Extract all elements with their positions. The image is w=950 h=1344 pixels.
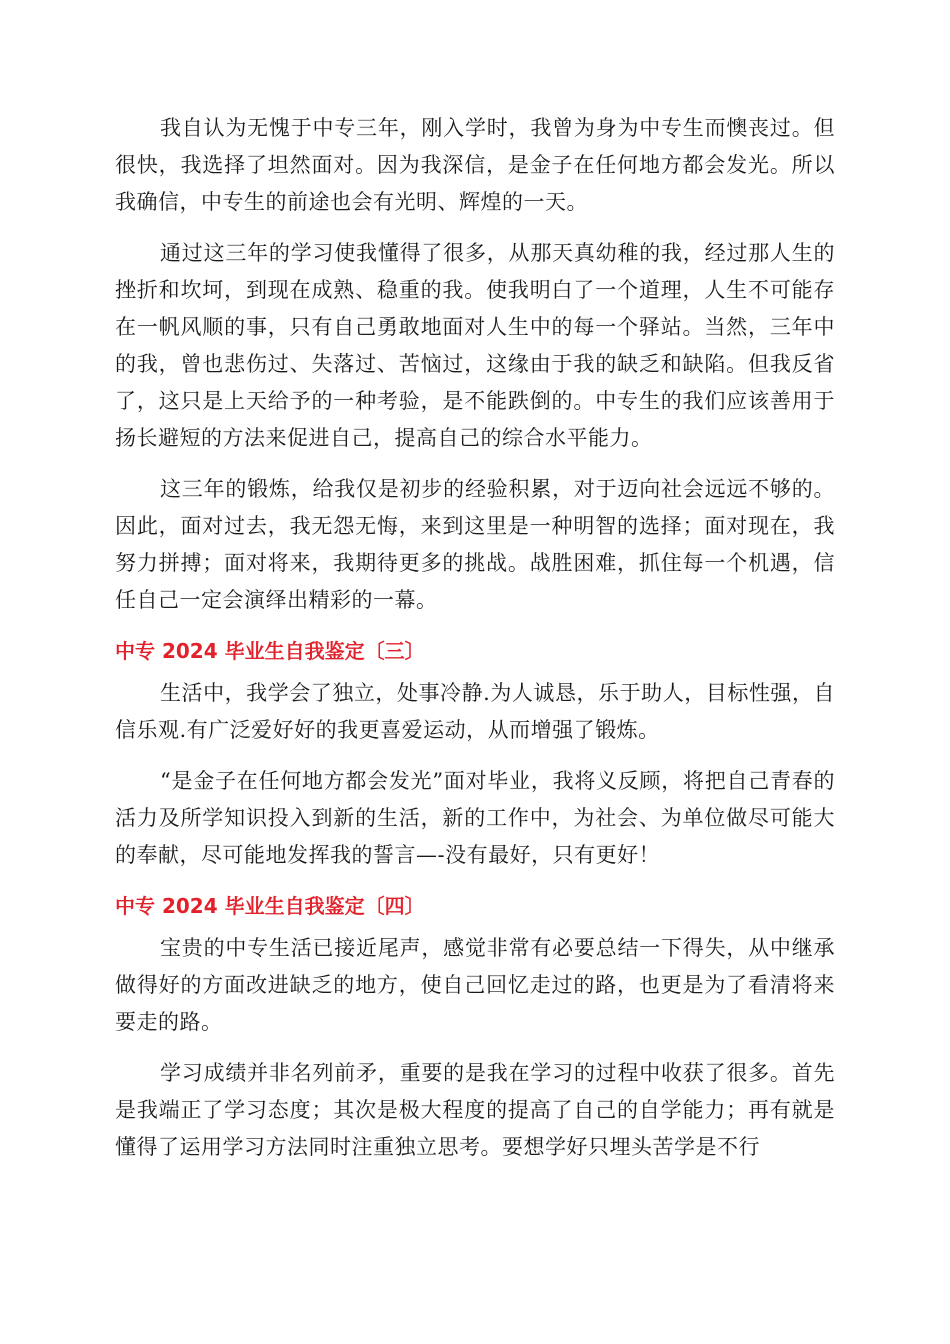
section-heading-3: 中专 2024 毕业生自我鉴定〔三〕	[115, 639, 425, 663]
paragraph: 通过这三年的学习使我懂得了很多，从那天真幼稚的我，经过那人生的挫折和坎坷，到现在成熟、稳重的我。使我明白了一个道理，人生不可能存在一帆风顺的事，只有自己勇敢地面对人生中的每一个驿站。当然，三年中的我，曾也悲伤过、失落过、苦恼过，这缘由于我的缺乏和缺陷。但我反省了，这只是上天给予的一种考验，是不能跌倒的。中专生的我们应该善用于扬长避短的方法来促进自己，提高自己的综合水平能力。	[115, 241, 835, 450]
document-page	[115, 110, 835, 1180]
paragraph: 这三年的锻炼，给我仅是初步的经验积累，对于迈向社会远远不够的。因此，面对过去，我无怨无悔，来到这里是一种明智的选择；面对现在，我努力拼搏；面对将来，我期待更多的挑战。战胜困难，抓住每一个机遇，信任自己一定会演绎出精彩的一幕。	[115, 477, 835, 612]
paragraph: 学习成绩并非名列前矛，重要的是我在学习的过程中收获了很多。首先是我端正了学习态度；其次是极大程度的提高了自己的自学能力；再有就是懂得了运用学习方法同时注重独立思考。要想学好只埋头苦学是不行	[115, 1061, 835, 1159]
section-heading-4: 中专 2024 毕业生自我鉴定〔四〕	[115, 894, 425, 918]
paragraph: 我自认为无愧于中专三年，刚入学时，我曾为身为中专生而懊丧过。但很快，我选择了坦然面对。因为我深信，是金子在任何地方都会发光。所以我确信，中专生的前途也会有光明、辉煌的一天。	[115, 116, 835, 214]
paragraph: 生活中，我学会了独立，处事冷静.为人诚恳，乐于助人，目标性强，自信乐观.有广泛爱好好的我更喜爱运动，从而增强了锻炼。	[115, 681, 835, 742]
paragraph: 宝贵的中专生活已接近尾声，感觉非常有必要总结一下得失，从中继承做得好的方面改进缺乏的地方，使自己回忆走过的路，也更是为了看清将来要走的路。	[115, 936, 835, 1034]
paragraph: “是金子在任何地方都会发光”面对毕业，我将义反顾，将把自己青春的活力及所学知识投入到新的生活，新的工作中，为社会、为单位做尽可能大的奉献，尽可能地发挥我的誓言—-没有最好，只有更好！	[115, 769, 835, 867]
